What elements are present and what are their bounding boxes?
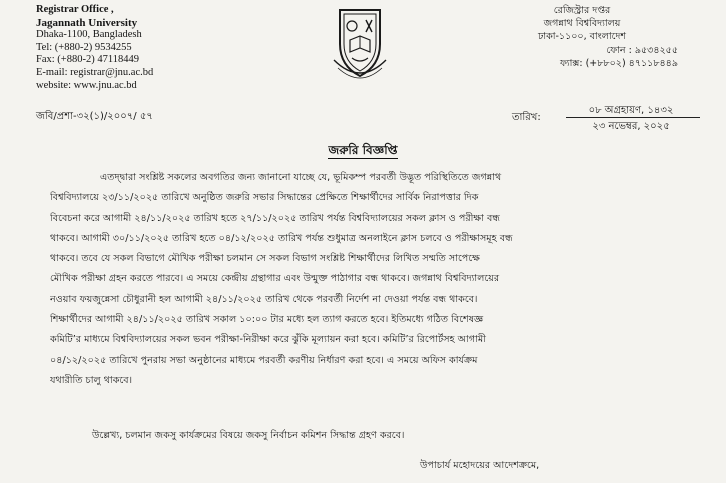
date-divider [566, 117, 700, 118]
office-name-bn: রেজিস্ট্রার দপ্তর [553, 5, 611, 16]
election-note: উল্লেখ্য, চলমান জকসু কার্যক্রমের বিষয়ে জকসু নির্বাচন কমিশন সিদ্ধান্ত গ্রহণ করবে। [92, 430, 405, 441]
notice-body [50, 168, 710, 391]
website-en: website: www.jnu.ac.bd [36, 79, 137, 91]
address-bn: ঢাকা-১১০০, বাংলাদেশ [537, 31, 627, 43]
notice-title-text: জরুরি বিজ্ঞপ্তি [328, 143, 398, 157]
body-line: থাকবে। আগামী ৩০/১১/২০২৫ তারিখ হতে ০৪/১২/২০২৫ তারিখ পর্যন্ত শুধুমাত্র অনলাইনে ক্লাস চলবে ও পরীক্ষাসমূহ বন্ধ [50, 232, 513, 244]
body-line: নওয়াব ফয়জুন্নেসা চৌধুরানী হল আগামী ২৪/১১/২০২৫ তারিখ থেকে পরবর্তী নির্দেশ না দেওয়া পর্যন্ত বন্ধ থাকবে। [50, 293, 478, 305]
body-line: শিক্ষার্থীদের আগামী ২৪/১১/২০২৫ তারিখ সকাল ১০:০০ টার মধ্যে হল ত্যাগ করতে হবে। ইতিমধ্যে গঠিত বিশেষজ্ঞ [50, 314, 484, 326]
body-line: ০৪/১২/২০২৫ তারিখে পুনরায় সভা অনুষ্ঠানের মাধ্যমে পরবর্তী করণীয় নির্ধারণ করা হবে। এ সময়ে অফিস কার্যক্রম [50, 354, 478, 366]
phone-bn: ফোন : ৯৫৩৪২৫৫ [606, 44, 678, 56]
office-name-en: Registrar Office , [36, 4, 114, 15]
date-label: তারিখ: [512, 112, 541, 123]
letterhead-english [36, 4, 286, 92]
telephone-en: Tel: (+880-2) 9534255 [36, 41, 132, 53]
letterhead-bangla [462, 4, 702, 70]
date-gregorian: ২৩ নভেম্বর, ২০২৫ [592, 121, 670, 132]
address-en: Dhaka-1100, Bangladesh [36, 29, 142, 41]
body-line: বিবেচনা করে আগামী ২৪/১১/২০২৫ তারিখ হতে ২৭/১১/২০২৫ তারিখ পর্যন্ত বিশ্ববিদ্যালয়ের সকল ক্লাস ও পরীক্ষা বন্ধ [50, 212, 500, 224]
body-line: যথারীতি চালু থাকবে। [50, 374, 133, 386]
notice-title [0, 142, 726, 162]
body-line: মৌখিক পরীক্ষা গ্রহন করতে পারবে। এ সময়ে কেন্দ্রীয় গ্রন্থাগার এবং উন্মুক্ত পাঠাগার বন্ধ থাকবে। জগন্নাথ বিশ্ববিদ্যালয়ের [50, 273, 500, 285]
university-seal-icon [330, 4, 390, 82]
date-bangla-calendar: ০৮ অগ্রহায়ণ, ১৪৩২ [588, 105, 674, 116]
university-name-en: Jagannath University [36, 16, 138, 29]
body-line: কমিটি’র মাধ্যমে বিশ্ববিদ্যালয়ের সকল ভবন পরীক্ষা-নিরীক্ষা করে ঝুঁকি মূল্যায়ন করা হবে। কমিটি’র রিপোর্টসহ আগামী [50, 334, 486, 346]
signoff-text: উপাচার্য মহোদয়ের আদেশক্রমে, [420, 460, 540, 471]
body-line: এতদ্দ্বারা সংশ্লিষ্ট সকলের অবগতির জন্য জানানো যাচ্ছে যে, ভূমিকম্প পরবর্তী উদ্ভূত পরিস্থিতিতে জগন্নাথ [100, 172, 502, 183]
fax-bn: ফ্যাক্স: (+৮৮০২) ৪৭১১৮৪৪৯ [559, 57, 678, 69]
fax-en: Fax: (+880-2) 47118449 [36, 54, 139, 66]
reference-number: জবি/প্রশা-৩২(১)/২০০৭/ ৫৭ [36, 111, 153, 122]
university-name-bn: জগন্নাথ বিশ্ববিদ্যালয় [543, 18, 621, 30]
email-en: E-mail: registrar@jnu.ac.bd [36, 66, 154, 78]
body-line: বিশ্ববিদ্যালয়ে ২৩/১১/২০২৫ তারিখে অনুষ্ঠিত জরুরি সভার সিদ্ধান্তের প্রেক্ষিতে শিক্ষার্থীদের সার্বিক নিরাপত্তার দিক [50, 192, 479, 204]
body-line: থাকবে। তবে যে সকল বিভাগে মৌখিক পরীক্ষা চলমান সে সকল বিভাগ সংশ্লিষ্ট শিক্ষার্থীদের লিখিত সম্মতি সাপেক্ষে [50, 253, 480, 265]
